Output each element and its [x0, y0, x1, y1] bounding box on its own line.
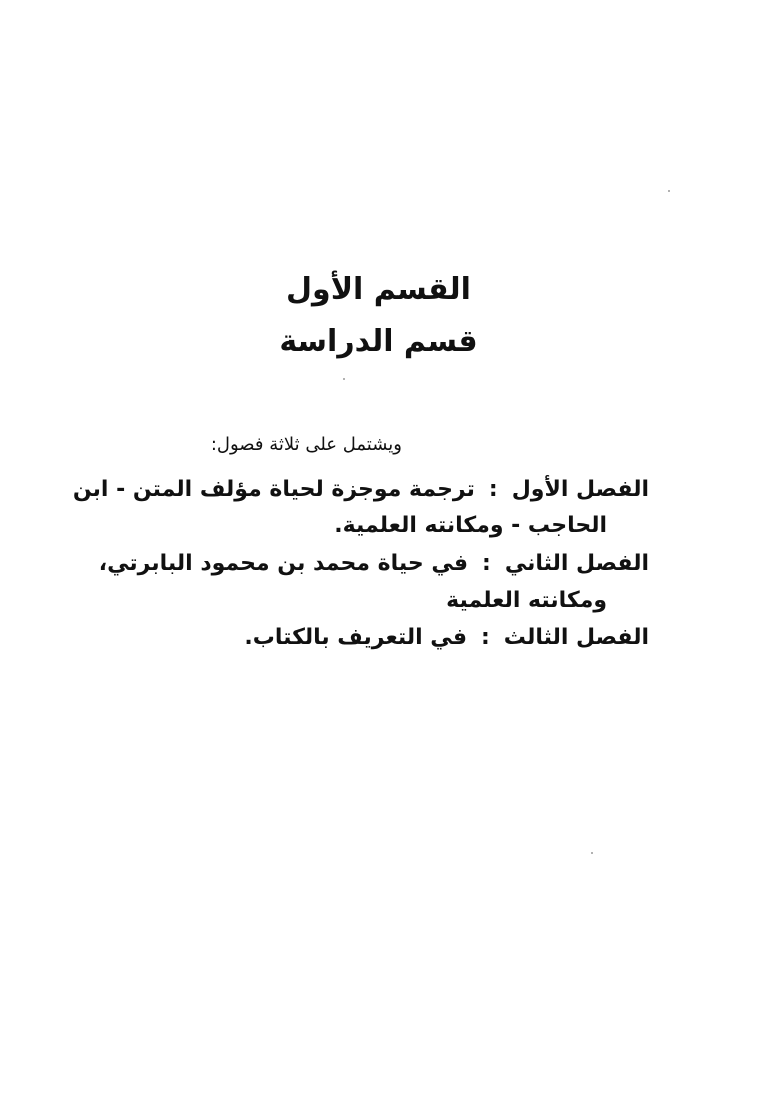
chapter-2-text: في حياة محمد بن محمود البابرتي، [98, 551, 469, 576]
chapter-2-label: الفصل الثاني [504, 551, 649, 576]
chapter-1-continuation: الحاجب - ومكانته العلمية. [334, 513, 607, 538]
scan-speck [668, 190, 670, 192]
chapter-1-separator: : [488, 477, 498, 502]
intro-text: ويشتمل على ثلاثة فصول: [210, 434, 402, 455]
chapter-3-separator: : [480, 625, 490, 650]
scan-speck [591, 852, 593, 854]
section-subtitle: قسم الدراسة [279, 324, 478, 359]
chapter-3-line [244, 622, 649, 654]
chapter-2-continuation: ومكانته العلمية [446, 588, 607, 613]
chapter-1-label: الفصل الأول [511, 477, 649, 502]
chapter-3-text: في التعريف بالكتاب. [244, 625, 467, 650]
chapter-2-separator: : [482, 551, 491, 576]
chapter-3-label: الفصل الثالث [503, 625, 649, 650]
chapter-1-line [73, 474, 649, 506]
scan-speck [343, 378, 345, 380]
section-title: القسم الأول [286, 272, 471, 307]
chapter-1-text: ترجمة موجزة لحياة مؤلف المتن - ابن [72, 477, 475, 502]
chapter-2-line [99, 548, 649, 580]
